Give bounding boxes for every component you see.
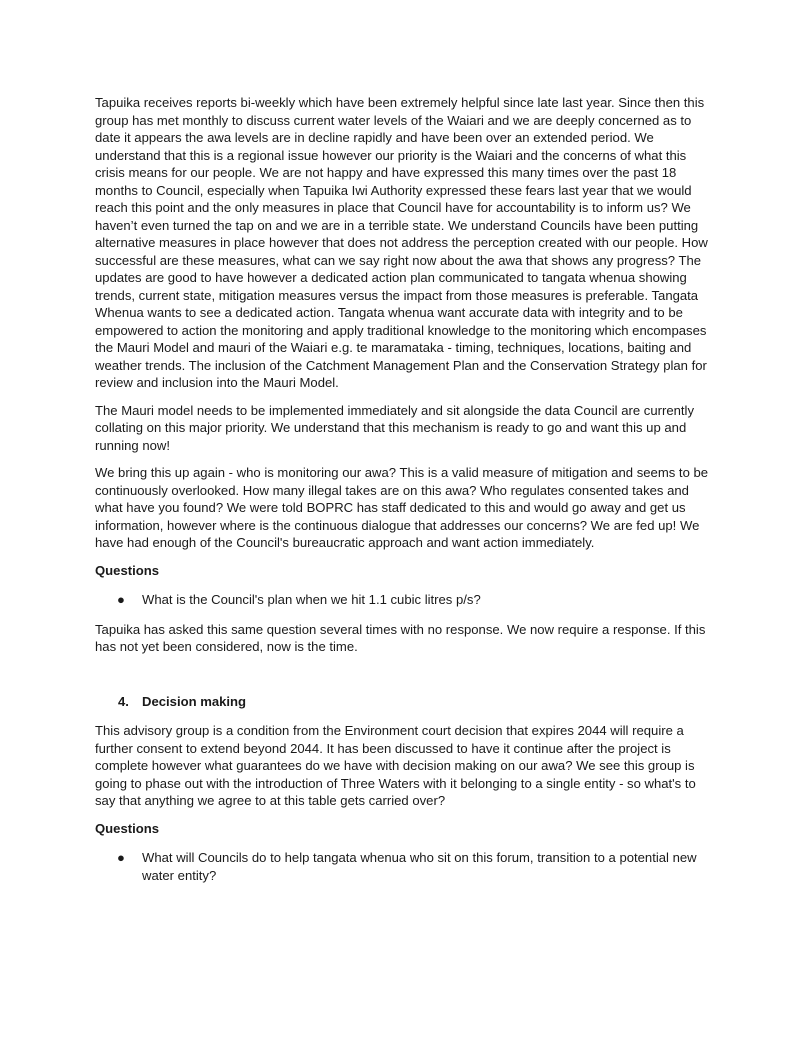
section-title: Decision making [142,693,247,709]
question-text: What is the Council's plan when we hit 1.1 cubic litres p/s? [142,592,481,607]
questions-heading: Questions [95,820,160,836]
paragraph-mauri-model: The Mauri model needs to be implemented immediately and sit alongside the data Council are currently collating on this major priority. We understand that this mechanism is ready to go and want this up and running now! [95,402,694,453]
paragraph-water-levels: Tapuika receives reports bi-weekly which have been extremely helpful since late last year. Since then this group has met monthly to discuss current water levels of the Waiari and we are deeply concerned as to date it appears the awa levels are in decline rapidly and have been over an extended period. We understand that this is a regional issue however our priority is the Waiari and the concerns of what this crisis means for our people. We are not happy and have expressed this many times over the past 18 months to Council, especially when Tapuika Iwi Authority expressed these fears last year that we would reach this point and the only measures in place that Council have for accountability is to inform us? We haven’t even turned the tap on and we are in a terrible state. We understand Councils have been putting alternative measures in place however that does not address the perception created with our people. How successful are these measures, what can we say right now about the awa that shows any progress? The updates are good to have however a dedicated action plan communicated to tangata whenua showing trends, current state, mitigation measures versus the impact from those measures is preferable. Tangata Whenua wants to see a dedicated action. Tangata whenua want accurate data with integrity and to be empowered to action the monitoring and apply traditional knowledge to the monitoring which encompases the Mauri Model and mauri of the Waiari e.g. te maramataka - timing, techniques, locations, baiting and weather trends. The inclusion of the Catchment Management Plan and the Conservation Strategy plan for review and inclusion into the Mauri Model. [95,95,708,390]
question-item [95,591,717,609]
question-text: What will Councils do to help tangata whenua who sit on this forum, transition to a potential new water entity? [142,850,697,883]
paragraph-response-required: Tapuika has asked this same question several times with no response. We now require a response. If this has not yet been considered, now is the time. [95,621,706,654]
section-heading-decision-making [118,693,717,711]
questions-list [95,849,717,884]
document-page [95,94,717,896]
bullet-icon: ● [117,850,125,865]
questions-list [95,591,717,609]
question-item [95,849,717,884]
paragraph-decision-making: This advisory group is a condition from the Environment court decision that expires 2044 will require a further consent to extend beyond 2044. It has been discussed to have it continue after the project is complete however what guarantees do we have with decision making on our awa? We see this group is going to phase out with the introduction of Three Waters with it belonging to a single entity - so what's to say that anything we agree to at this table gets carried over? [95,723,696,808]
paragraph-monitoring: We bring this up again - who is monitoring our awa? This is a valid measure of mitigation and seems to be continuously overlooked. How many illegal takes are on this awa? Who regulates consented takes and what have you found? We were told BOPRC has staff dedicated to this and would go away and get us information, however where is the continuous dialogue that addresses our concerns? We are fed up! We have had enough of the Council's bureaucratic approach and want action immediately. [95,465,709,550]
questions-heading: Questions [95,562,160,578]
bullet-icon: ● [117,592,125,607]
section-number: 4. [118,693,129,709]
